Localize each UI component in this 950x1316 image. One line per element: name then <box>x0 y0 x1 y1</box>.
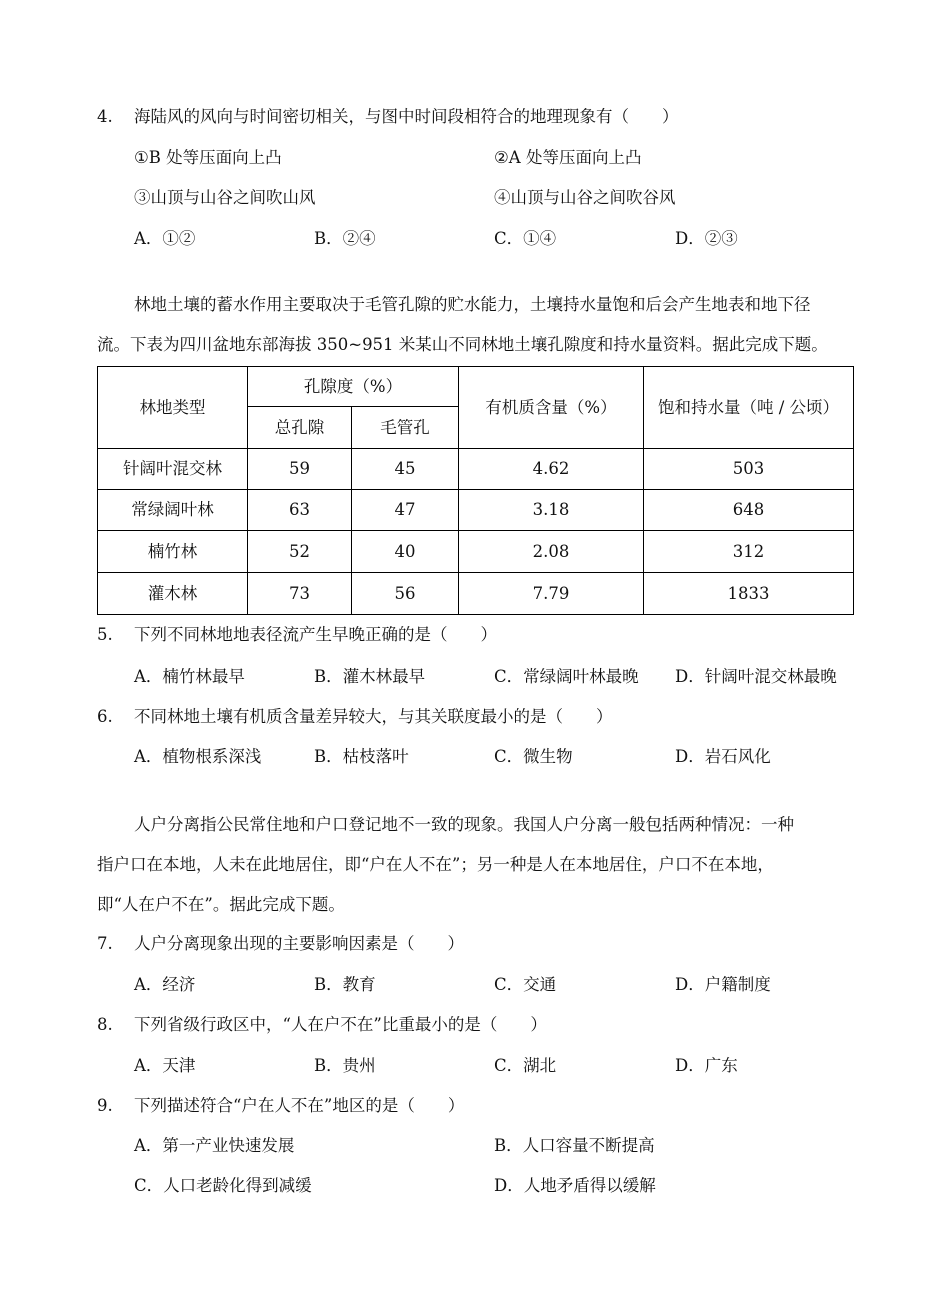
question-4-option-d[interactable]: D．②③ <box>675 229 738 248</box>
table-cell: 503 <box>644 449 854 490</box>
question-6-number: 6. <box>97 707 113 726</box>
question-6-option-c[interactable]: C．微生物 <box>494 747 573 766</box>
question-5-stem: 下列不同林地地表径流产生早晚正确的是（ ） <box>134 625 497 644</box>
header-organic-matter: 有机质含量（%） <box>459 367 644 449</box>
table-cell: 59 <box>248 449 352 490</box>
table-cell: 3.18 <box>459 490 644 531</box>
question-4-statement-2: ②A 处等压面向上凸 <box>494 148 642 167</box>
table-cell: 648 <box>644 490 854 531</box>
question-7-option-a[interactable]: A．经济 <box>134 975 196 994</box>
question-5-option-d[interactable]: D．针阔叶混交林最晚 <box>675 667 837 686</box>
table-row <box>98 531 854 573</box>
table-cell: 40 <box>352 531 459 573</box>
question-8-option-c[interactable]: C．湖北 <box>494 1056 557 1075</box>
question-4-number: 4. <box>97 107 113 126</box>
question-7-option-b[interactable]: B．教育 <box>314 975 376 994</box>
question-4-statement-1: ①B 处等压面向上凸 <box>134 148 282 167</box>
question-7-number: 7. <box>97 934 113 953</box>
question-5-option-a[interactable]: A．楠竹林最早 <box>134 667 245 686</box>
header-porosity: 孔隙度（%） <box>248 367 459 407</box>
table-cell: 常绿阔叶林 <box>98 490 248 531</box>
question-5-number: 5. <box>97 625 113 644</box>
question-7-option-d[interactable]: D．户籍制度 <box>675 975 771 994</box>
question-4-option-c[interactable]: C．①④ <box>494 229 557 248</box>
passage-2-line-3: 即“人在户不在”。据此完成下题。 <box>97 895 345 914</box>
question-5-option-b[interactable]: B．灌木林最早 <box>314 667 426 686</box>
table-cell: 4.62 <box>459 449 644 490</box>
question-8-option-d[interactable]: D．广东 <box>675 1056 738 1075</box>
question-7-option-c[interactable]: C．交通 <box>494 975 557 994</box>
table-cell: 7.79 <box>459 573 644 615</box>
table-cell: 63 <box>248 490 352 531</box>
question-9-option-c[interactable]: C．人口老龄化得到减缓 <box>134 1176 312 1195</box>
question-4-stem: 海陆风的风向与时间密切相关，与图中时间段相符合的地理现象有（ ） <box>134 107 679 126</box>
question-5-option-c[interactable]: C．常绿阔叶林最晚 <box>494 667 639 686</box>
table-cell: 73 <box>248 573 352 615</box>
question-4-option-b[interactable]: B．②④ <box>314 229 376 248</box>
header-total-porosity: 总孔隙 <box>248 407 352 449</box>
header-water-capacity: 饱和持水量（吨 / 公顷） <box>644 367 854 449</box>
question-7-stem: 人户分离现象出现的主要影响因素是（ ） <box>134 934 464 953</box>
passage-1-line-1: 林地土壤的蓄水作用主要取决于毛管孔隙的贮水能力，土壤持水量饱和后会产生地表和地下径 <box>134 295 811 314</box>
table-cell: 56 <box>352 573 459 615</box>
question-4-statement-3: ③山顶与山谷之间吹山风 <box>134 188 316 207</box>
question-8-number: 8. <box>97 1015 113 1034</box>
table-cell: 45 <box>352 449 459 490</box>
passage-2-line-2: 指户口在本地，人未在此地居住，即“户在人不在”；另一种是人在本地居住，户口不在本地， <box>97 855 774 874</box>
question-6-option-a[interactable]: A．植物根系深浅 <box>134 747 262 766</box>
question-9-number: 9. <box>97 1096 113 1115</box>
question-6-option-b[interactable]: B．枯枝落叶 <box>314 747 409 766</box>
table-cell: 楠竹林 <box>98 531 248 573</box>
table-cell: 312 <box>644 531 854 573</box>
question-4-statement-4: ④山顶与山谷之间吹谷风 <box>494 188 676 207</box>
header-capillary-porosity: 毛管孔 <box>352 407 459 449</box>
question-9-option-a[interactable]: A．第一产业快速发展 <box>134 1136 295 1155</box>
passage-1-line-2: 流。下表为四川盆地东部海拔 350~951 米某山不同林地土壤孔隙度和持水量资料。据此完成下题。 <box>97 335 828 354</box>
question-6-stem: 不同林地土壤有机质含量差异较大，与其关联度最小的是（ ） <box>134 707 613 726</box>
table-row <box>98 573 854 615</box>
table-cell: 1833 <box>644 573 854 615</box>
passage-2-line-1: 人户分离指公民常住地和户口登记地不一致的现象。我国人户分离一般包括两种情况：一种 <box>134 815 794 834</box>
question-4-option-a[interactable]: A．①② <box>134 229 196 248</box>
table-row <box>98 449 854 490</box>
question-8-stem: 下列省级行政区中，“人在户不在”比重最小的是（ ） <box>134 1015 547 1034</box>
table-cell: 针阔叶混交林 <box>98 449 248 490</box>
question-9-option-b[interactable]: B．人口容量不断提高 <box>494 1136 655 1155</box>
table-cell: 47 <box>352 490 459 531</box>
soil-porosity-table <box>97 366 854 615</box>
header-forest-type: 林地类型 <box>98 367 248 449</box>
table-cell: 52 <box>248 531 352 573</box>
question-9-stem: 下列描述符合“户在人不在”地区的是（ ） <box>134 1096 465 1115</box>
question-6-option-d[interactable]: D．岩石风化 <box>675 747 771 766</box>
question-8-option-a[interactable]: A．天津 <box>134 1056 196 1075</box>
table-row <box>98 490 854 531</box>
question-9-option-d[interactable]: D．人地矛盾得以缓解 <box>494 1176 656 1195</box>
question-8-option-b[interactable]: B．贵州 <box>314 1056 376 1075</box>
table-cell: 灌木林 <box>98 573 248 615</box>
table-cell: 2.08 <box>459 531 644 573</box>
